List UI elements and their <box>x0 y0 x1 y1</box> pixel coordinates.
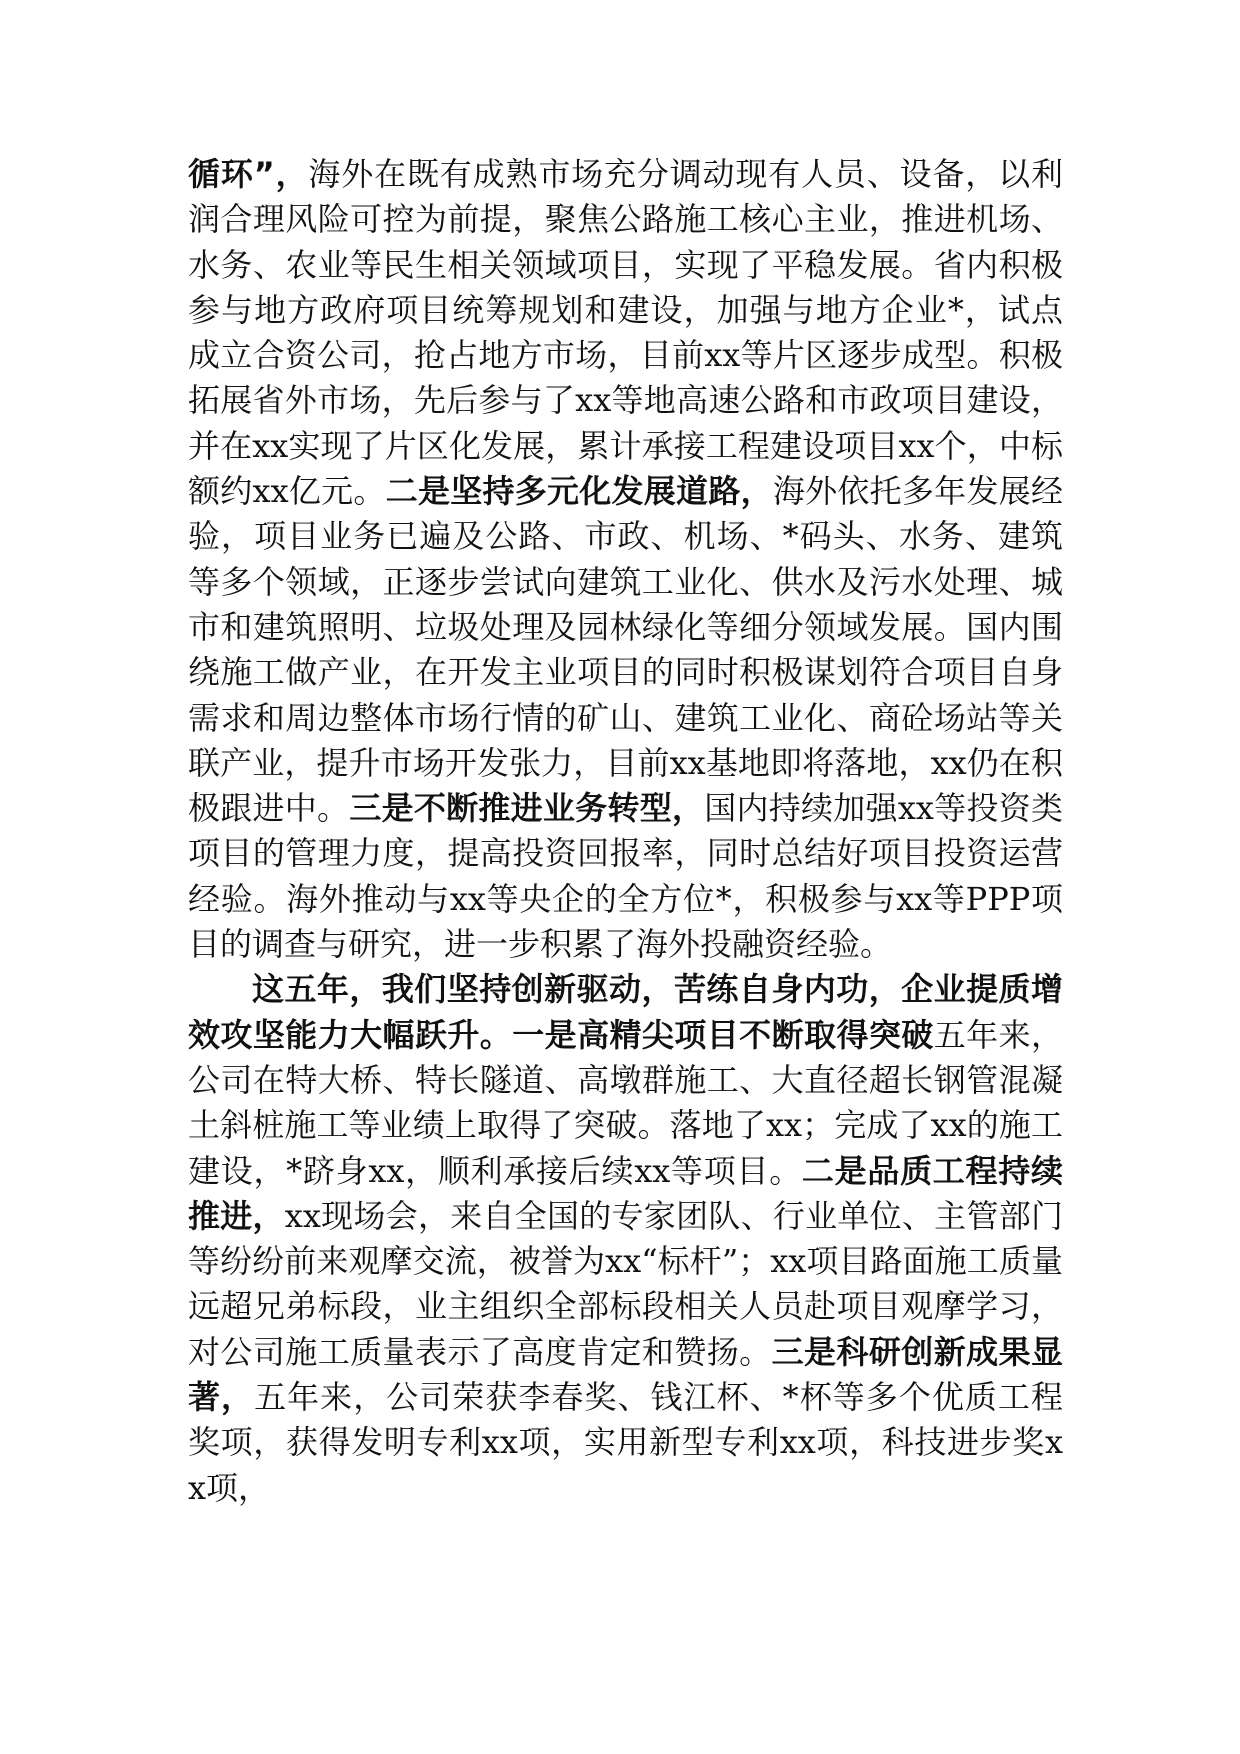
heading-segment: 二是品质工程持续推进， <box>188 1151 1063 1235</box>
paragraph-1 <box>188 152 1063 967</box>
heading-segment: 三是科研创新成果显著， <box>188 1332 1063 1417</box>
heading-segment: 循环”， <box>188 155 309 193</box>
text-segment: 海外依托多年发展经验，项目业务已遍及公路、市政、机场、*码头、水务、建筑等多个领域，正逐步尝试向建筑工业化、供水及污水处理、城市和建筑照明、垃圾处理及园林绿化等细分领域发展。国内围绕施工做产业，在开发主业项目的同时积极谋划符合项目自身需求和周边整体市场行情的矿山、建筑工业化、商砼场站等关联产业，提升市场开发张力，目前xx基地即将落地，xx仍在积极跟进中。 <box>188 472 1063 828</box>
heading-segment: 二是坚持多元化发展道路， <box>385 472 773 511</box>
paragraph-2 <box>188 967 1063 1511</box>
heading-segment: 三是不断推进业务转型， <box>349 789 705 828</box>
text-segment: 海外在既有成熟市场充分调动现有人员、设备，以利润合理风险可控为前提，聚焦公路施工核心主业，推进机场、水务、农业等民生相关领域项目，实现了平稳发展。省内积极参与地方政府项目统筹规划和建设，加强与地方企业*，试点成立合资公司，抢占地方市场，目前xx等片区逐步成型。积极拓展省外市场，先后参与了xx等地高速公路和市政项目建设，并在xx实现了片区化发展，累计承接工程建设项目xx个，中标额约xx亿元。 <box>188 155 1063 511</box>
heading-segment: 这五年，我们坚持创新驱动，苦练自身内功，企业提质增效攻坚能力大幅跃升。一是高精尖项目不断取得突破 <box>188 970 1063 1054</box>
text-segment: 五年来，公司在特大桥、特长隧道、高墩群施工、大直径超长钢管混凝土斜桩施工等业绩上取得了突破。落地了xx；完成了xx的施工建设，*跻身xx，顺利承接后续xx等项目。 <box>188 1015 1063 1190</box>
text-segment: 国内持续加强xx等投资类项目的管理力度，提高投资回报率，同时总结好项目投资运营经验。海外推动与xx等央企的全方位*，积极参与xx等PPP项目的调查与研究，进一步积累了海外投融资经验。 <box>188 789 1063 964</box>
text-segment: xx现场会，来自全国的专家团队、行业单位、主管部门等纷纷前来观摩交流，被誉为xx“标杆”；xx项目路面施工质量远超兄弟标段，业主组织全部标段相关人员赴项目观摩学习，对公司施工质量表示了高度肯定和赞扬。 <box>188 1196 1063 1371</box>
body-text <box>188 152 1063 1511</box>
text-segment: 五年来，公司荣获李春奖、钱江杯、*杯等多个优质工程奖项，获得发明专利xx项，实用新型专利xx项，科技进步奖xx项， <box>188 1378 1063 1507</box>
